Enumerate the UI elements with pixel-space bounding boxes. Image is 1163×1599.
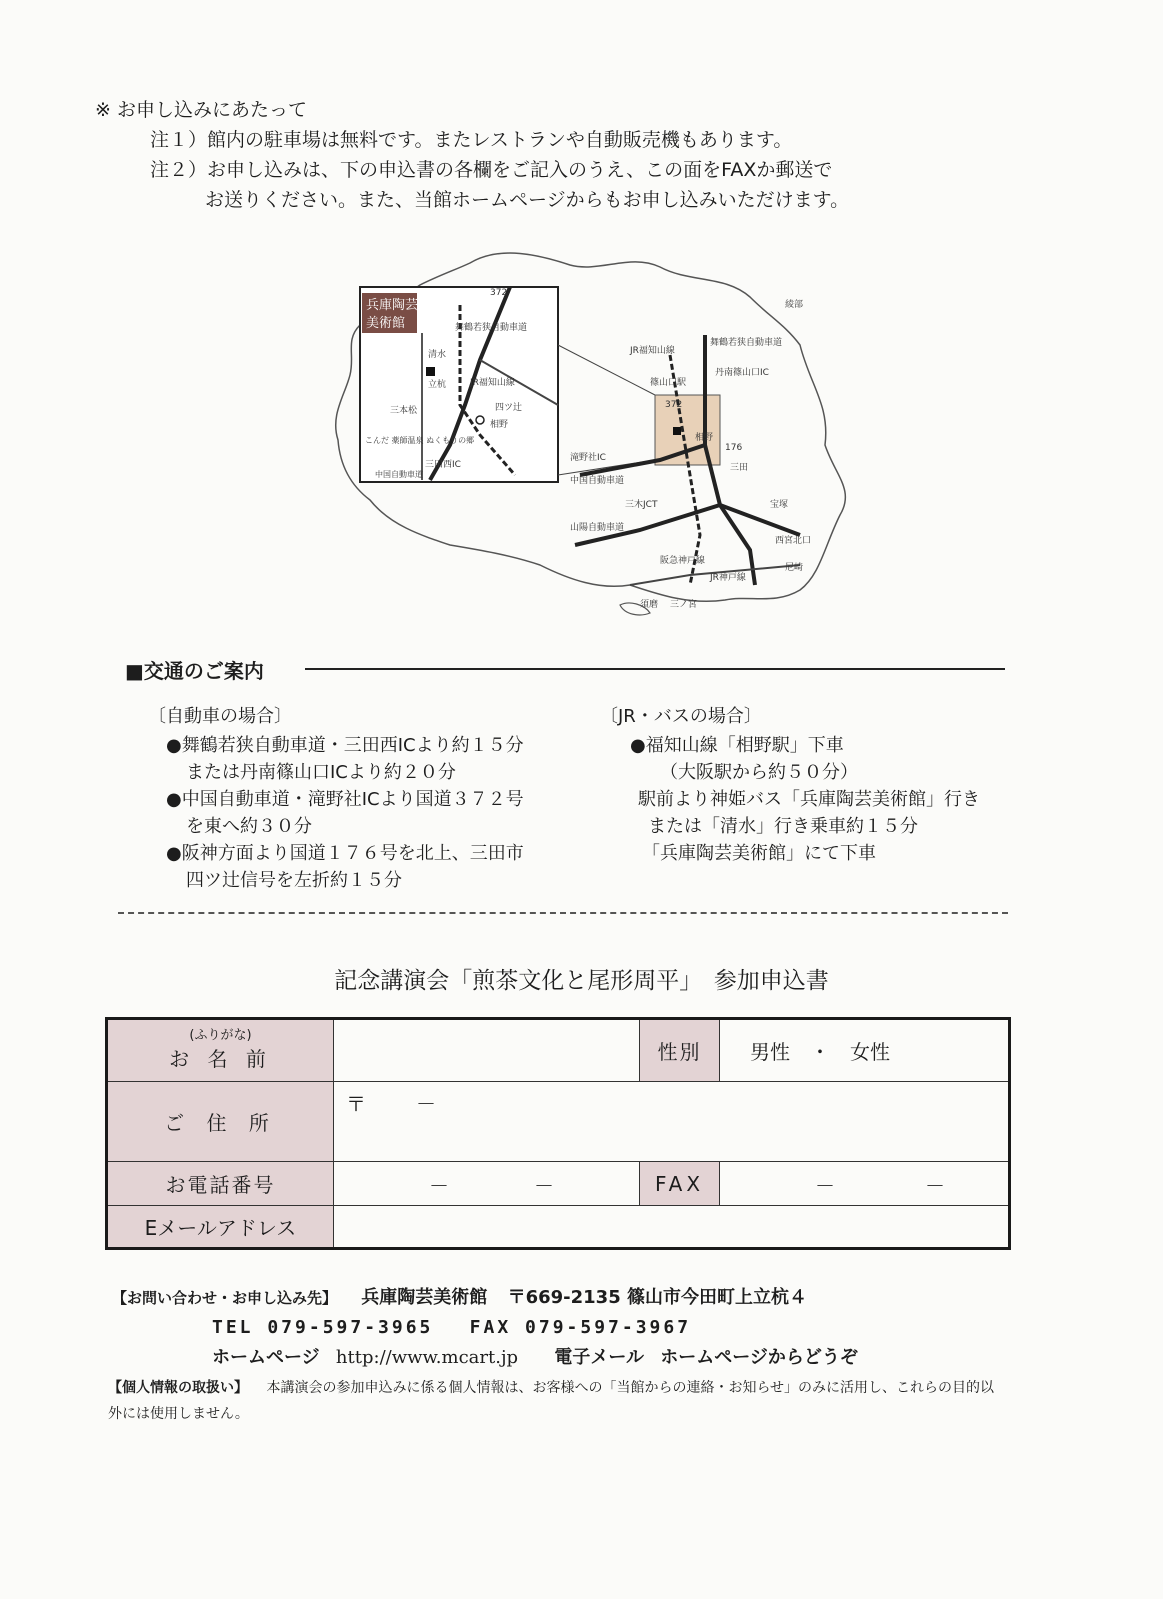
- phone-label: お電話番号: [108, 1162, 334, 1206]
- furigana-label: (ふりがな): [189, 1028, 252, 1043]
- access-rule: [305, 668, 1005, 670]
- privacy-text: 本講演会の参加申込みに係る個人情報は、お客様への「当館からの連絡・お知らせ」のみに活用し、これらの目的以外には使用しません。: [108, 1380, 995, 1422]
- sanda-nishi-ic-label: 三田西IC: [425, 460, 461, 470]
- takarazuka-label: 宝塚: [770, 500, 789, 510]
- contact-line-3: [112, 1343, 858, 1373]
- fax-label: FAX: [640, 1162, 720, 1206]
- hankyu-label: 阪急神戸線: [660, 556, 706, 566]
- email-label: Eメールアドレス: [108, 1206, 334, 1247]
- jr-line-5: 「兵庫陶芸美術館」にて下車: [642, 843, 876, 864]
- privacy-notice: [108, 1375, 1008, 1427]
- jr-line-3: 駅前より神姫バス「兵庫陶芸美術館」行き: [638, 789, 980, 810]
- fax-dash-2: －: [925, 1174, 945, 1198]
- jr-access: [600, 703, 1020, 867]
- museum-label-2: 美術館: [366, 316, 406, 331]
- fax-field[interactable]: [720, 1162, 1008, 1206]
- phone-field[interactable]: [334, 1162, 640, 1206]
- name-label: お 名 前: [169, 1047, 272, 1071]
- contact-footer: [112, 1283, 858, 1373]
- application-form: [105, 1017, 1011, 1250]
- route-372-label: 372: [490, 288, 508, 298]
- museum-marker: [426, 367, 435, 376]
- takino-ic-label: 滝野社IC: [570, 453, 606, 463]
- sanda-label: 三田: [730, 463, 749, 473]
- main-route-372-label: 372: [665, 400, 683, 410]
- email-contact-label: 電子メール: [554, 1347, 644, 1368]
- museum-label-1: 兵庫陶芸: [366, 298, 419, 313]
- inset-chugoku-label: 中国自動車道: [375, 470, 423, 479]
- car-route-2: ●中国自動車道・滝野社ICより国道３７２号: [166, 789, 524, 810]
- car-route-2-cont: を東へ約３０分: [186, 816, 312, 837]
- access-map: [330, 245, 870, 640]
- name-field[interactable]: [334, 1020, 640, 1082]
- car-caption: 〔自動車の場合〕: [148, 706, 292, 727]
- suma-label: 須磨: [640, 600, 659, 610]
- nishinomiya-label: 西宮北口: [775, 536, 812, 546]
- aino-station-marker: [476, 416, 484, 424]
- fax-dash-1: －: [815, 1174, 835, 1198]
- notes-heading: ※ お申し込みにあたって: [95, 99, 307, 121]
- tannan-ic-label: 丹南篠山口IC: [715, 368, 769, 378]
- inset-jr-label: JR福知山線: [470, 378, 515, 388]
- jr-line-4: または「清水」行き乗車約１５分: [648, 816, 918, 837]
- car-route-1-cont: または丹南篠山口ICより約２０分: [186, 762, 456, 783]
- postal-mark: 〒: [346, 1092, 366, 1116]
- name-label-cell: [108, 1020, 334, 1082]
- kiyomizu-label: 清水: [428, 350, 447, 360]
- museum-address: 〒669-2135 篠山市今田町上立杭４: [507, 1287, 807, 1308]
- museum-name: 兵庫陶芸美術館: [361, 1287, 488, 1308]
- fax-number: FAX 079-597-3967: [469, 1317, 692, 1338]
- note-2-continued: お送りください。また、当館ホームページからもお申し込みいただけます。: [205, 189, 850, 211]
- main-jr-label: JR福知山線: [630, 346, 675, 356]
- main-chugoku-label: 中国自動車道: [570, 476, 625, 486]
- car-route-1: ●舞鶴若狭自動車道・三田西ICより約１５分: [166, 735, 524, 756]
- sanbonmatsu-label: 三本松: [390, 406, 418, 416]
- form-title: 記念講演会「煎茶文化と尾形周平」 参加申込書: [334, 968, 829, 994]
- phone-dash-2: －: [534, 1174, 554, 1198]
- ayabe-label: 綾部: [785, 300, 804, 310]
- tel-number: TEL 079-597-3965: [212, 1317, 434, 1338]
- car-route-3-cont: 四ツ辻信号を左折約１５分: [186, 870, 402, 891]
- jr-kobe-label: JR神戸線: [710, 573, 746, 583]
- address-label: ご 住 所: [108, 1082, 334, 1162]
- jr-line-1: ●福知山線「相野駅」下車: [630, 735, 844, 756]
- contact-line-1: [112, 1283, 858, 1313]
- homepage-url[interactable]: http://www.mcart.jp: [335, 1347, 519, 1368]
- gender-label: 性別: [640, 1020, 720, 1082]
- main-aino-label: 相野: [695, 433, 714, 443]
- miki-jct-label: 三木JCT: [625, 500, 658, 510]
- inset-maizuru-label: 舞鶴若狭自動車道: [455, 323, 528, 333]
- gender-options[interactable]: 男性 ・ 女性: [720, 1020, 1008, 1082]
- sasayamaguchi-label: 篠山口駅: [650, 378, 687, 388]
- car-route-3: ●阪神方面より国道１７６号を北上、三田市: [166, 843, 524, 864]
- contact-line-2: [112, 1313, 858, 1343]
- contact-label: 【お問い合わせ・お申し込み先】: [112, 1289, 338, 1307]
- homepage-label: ホームページ: [212, 1347, 320, 1368]
- yotsutsuji-label: 四ツ辻: [495, 403, 523, 413]
- sanyo-label: 山陽自動車道: [570, 523, 625, 533]
- museum-main-marker: [673, 427, 681, 435]
- jr-line-2: （大阪駅から約５０分）: [660, 762, 858, 783]
- email-contact-note: ホームページからどうぞ: [660, 1347, 858, 1368]
- email-field[interactable]: [334, 1206, 1008, 1247]
- aino-label: 相野: [490, 420, 509, 430]
- privacy-label: 【個人情報の取扱い】: [108, 1380, 248, 1396]
- cut-line: [118, 912, 1008, 914]
- postal-dash: －: [416, 1092, 436, 1116]
- address-field[interactable]: [334, 1082, 1008, 1162]
- konda-label: こんだ 薬師温泉 ぬくもりの郷: [365, 436, 475, 445]
- note-1: 注１）館内の駐車場は無料です。またレストランや自動販売機もあります。: [150, 129, 793, 151]
- route-176-label: 176: [725, 443, 743, 453]
- access-heading: ■交通のご案内: [125, 659, 264, 683]
- car-access: [148, 703, 578, 894]
- note-2: 注２）お申し込みは、下の申込書の各欄をご記入のうえ、この面をFAXか郵送で: [150, 159, 833, 181]
- jr-caption: 〔JR・バスの場合〕: [600, 706, 762, 727]
- amagasaki-label: 尼崎: [785, 563, 804, 573]
- notes-section: [95, 95, 995, 215]
- main-jr-line: [670, 355, 700, 585]
- sannomiya-label: 三ノ宮: [670, 600, 698, 610]
- tachikui-label: 立杭: [428, 380, 447, 390]
- phone-dash-1: －: [429, 1174, 449, 1198]
- main-maizuru-label: 舞鶴若狭自動車道: [710, 338, 783, 348]
